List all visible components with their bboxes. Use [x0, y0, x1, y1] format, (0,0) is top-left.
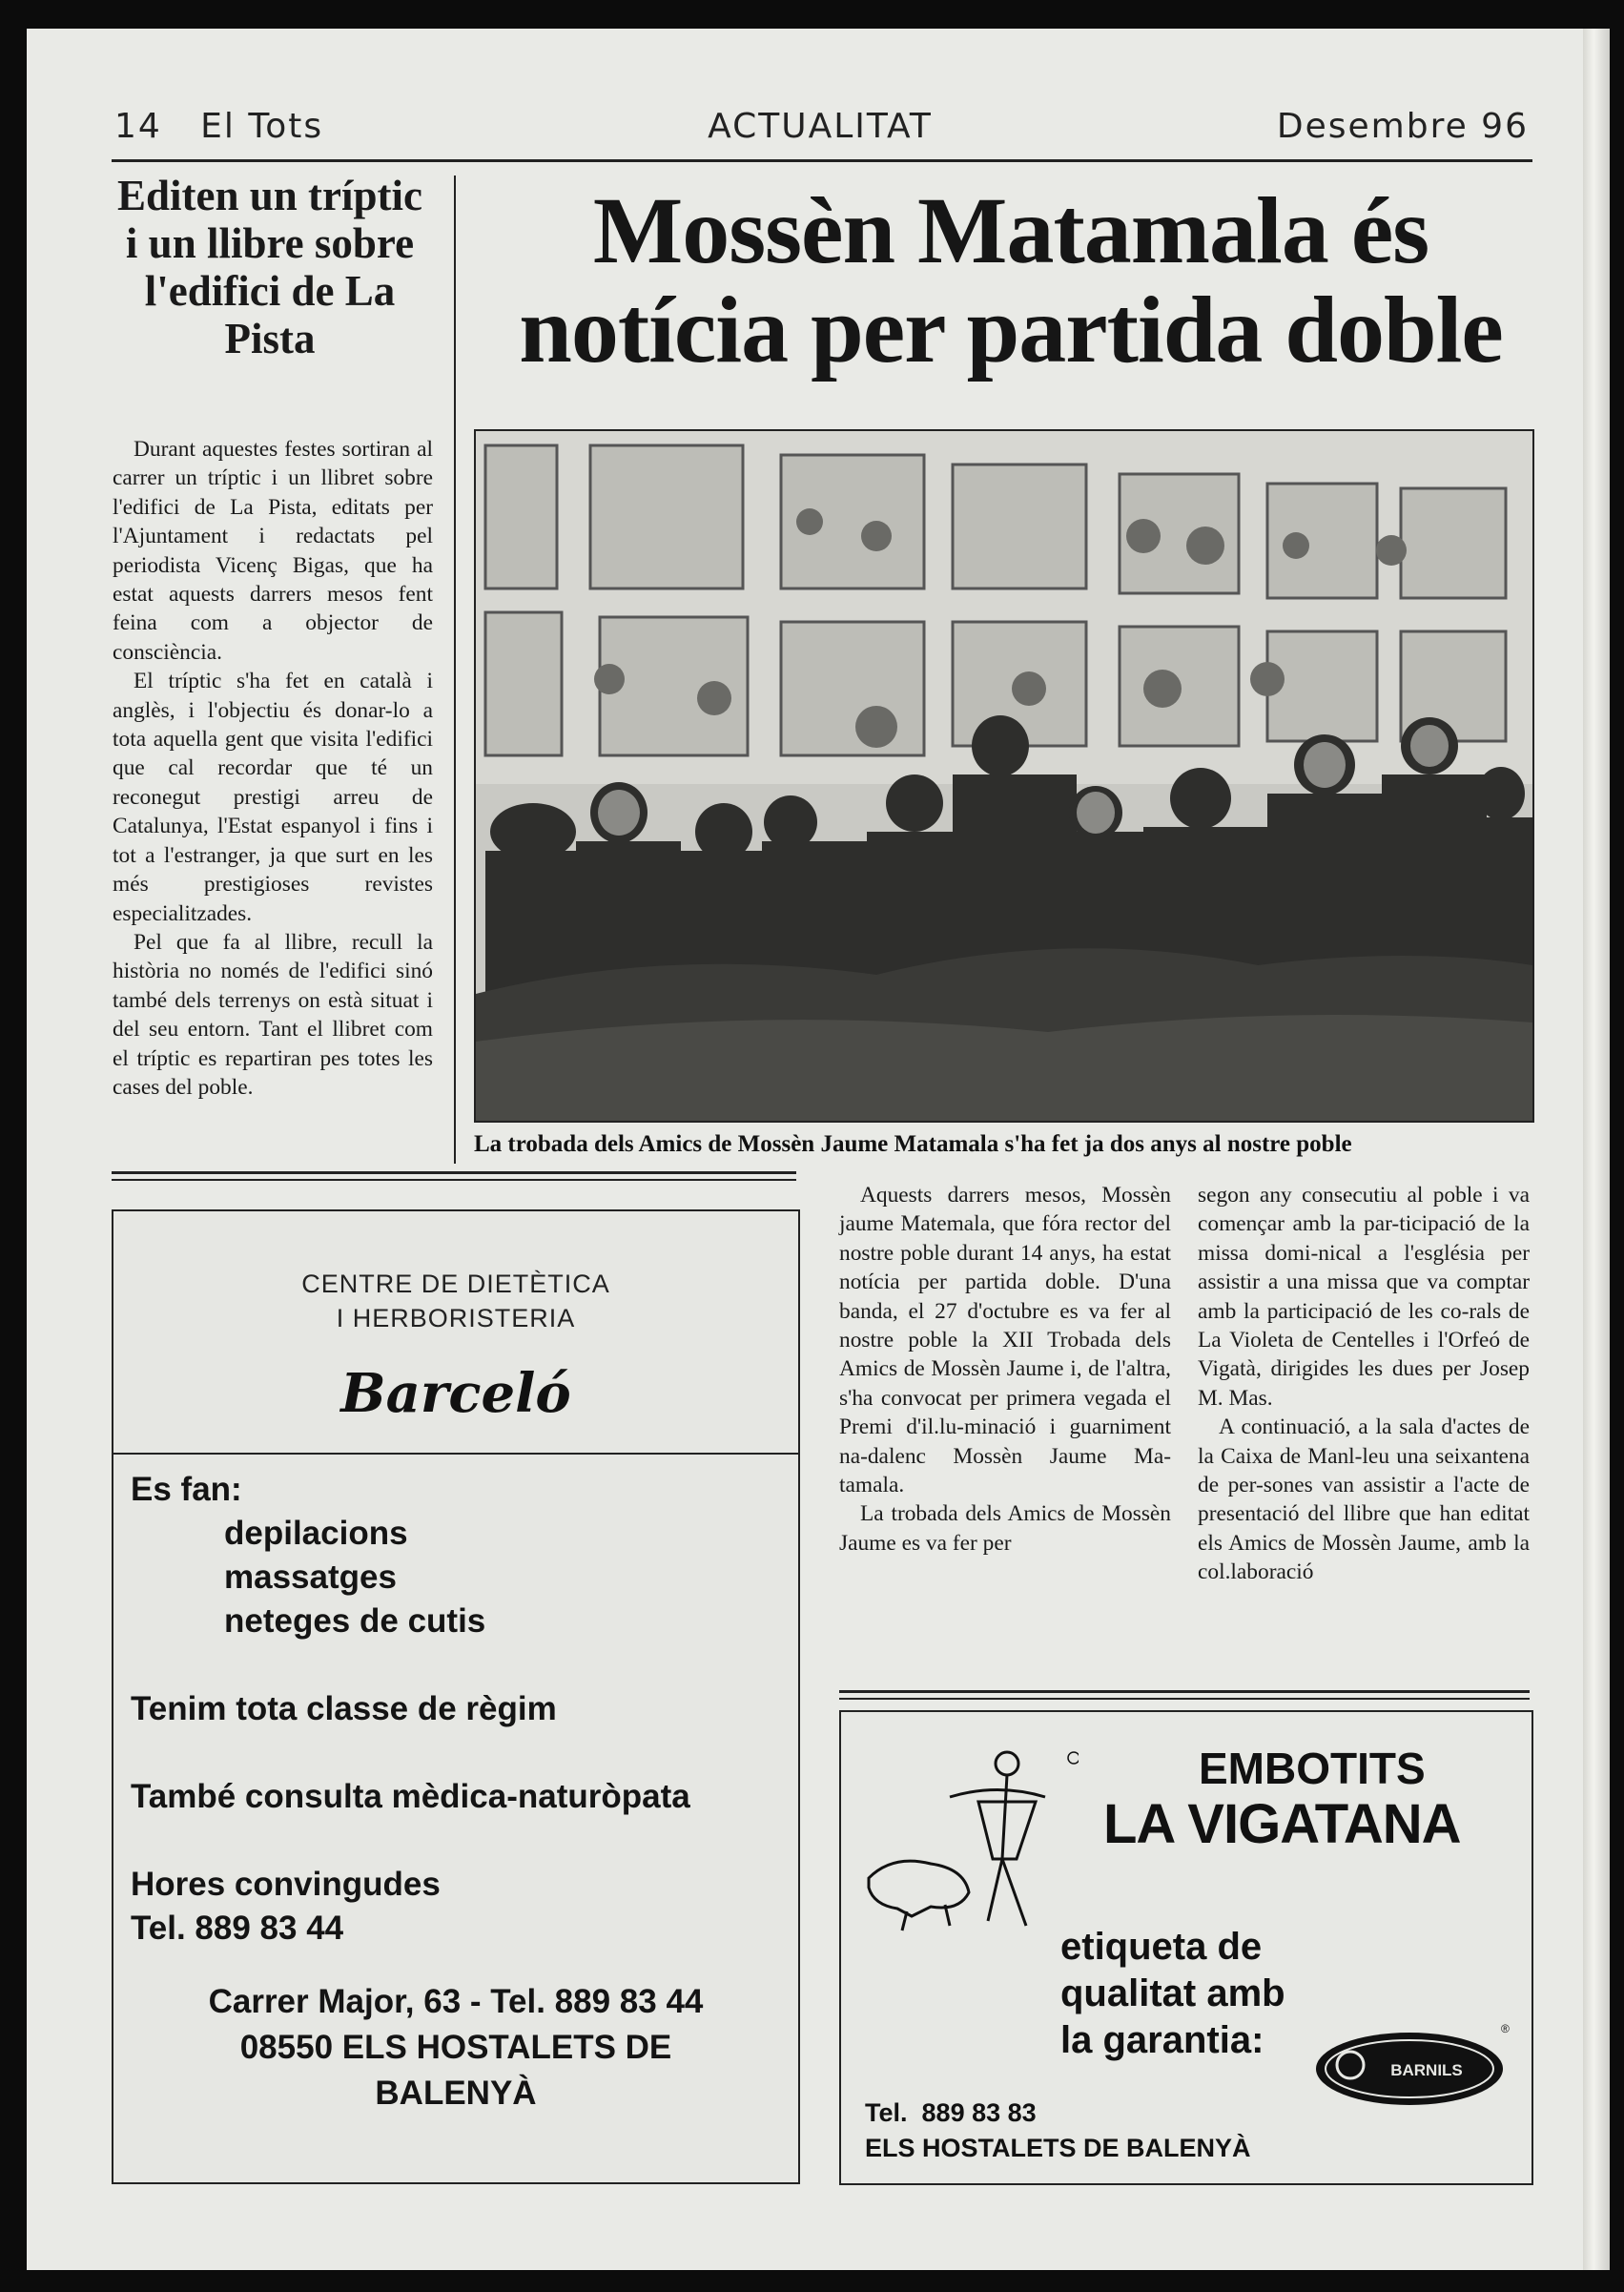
- section-rule-right: [839, 1690, 1530, 1693]
- barcelo-subtitle-line: CENTRE DE DIETÈTICA: [301, 1270, 610, 1298]
- service-item: massatges: [224, 1559, 397, 1596]
- barcelo-ad-header: [113, 1211, 798, 1455]
- page-number: 14: [114, 107, 162, 146]
- vigatana-title-line1: EMBOTITS: [1199, 1744, 1426, 1793]
- tagline-line: la garantia:: [1060, 2019, 1264, 2061]
- barcelo-advertisement: [112, 1209, 800, 2184]
- barcelo-address: [131, 1979, 781, 2116]
- page-header-left: [114, 107, 323, 146]
- barcelo-subtitle-line: I HERBORISTERIA: [336, 1304, 576, 1332]
- article-paragraph: segon any consecutiu al poble i va començar amb la par-ticipació de la missa domi-nical a l'església per assistir a una missa que va comptar amb la participació de les co-rals de La Violeta de Centelles i l'Orfeó de Vigatà, dirigides les dues per Josep M. Mas.: [1198, 1183, 1530, 1411]
- column-divider: [454, 176, 456, 1164]
- sidebar-headline: Editen un tríptic i un llibre sobre l'edifici de La Pista: [116, 172, 423, 362]
- publication-name: El Tots: [200, 107, 324, 146]
- photo-illustration: [476, 431, 1532, 1121]
- article-paragraph: Aquests darrers mesos, Mossèn jaume Matemala, que fóra rector del nostre poble durant 14 anys, ha estat notícia per partida doble. D'una banda, el 27 d'octubre es va fer al nostre poble la XII Trobada dels Amics de Mossèn Jaume i, de l'altra, s'ha convocat per primera vegada el Premi d'il.lu-minació i guarniment na-dalenc Mossèn Jaume Ma-tamala.: [839, 1183, 1171, 1498]
- cemetery-gathering-photo: [474, 429, 1534, 1123]
- tagline-line: qualitat amb: [1060, 1972, 1285, 2014]
- barnils-logo-text: BARNILS: [1390, 2061, 1463, 2079]
- services-heading: Es fan:: [131, 1471, 242, 1508]
- sidebar-paragraph: Pel que fa al llibre, recull la història no només de l'edifici sinó també dels terrenys on està situat i del seu entorn. Tant el llibret com el tríptic es repartiran pes totes les cases del poble.: [113, 929, 433, 1100]
- service-item: neteges de cutis: [224, 1602, 486, 1640]
- service-item: depilacions: [224, 1515, 408, 1552]
- article-column-2: [1198, 1181, 1530, 1587]
- header-rule: [112, 159, 1532, 162]
- la-vigatana-advertisement: [839, 1710, 1533, 2185]
- consulta-line: També consulta mèdica-naturòpata: [131, 1778, 690, 1815]
- page-gutter: [1583, 29, 1610, 2270]
- address-line: 08550 ELS HOSTALETS DE: [239, 2029, 672, 2066]
- sidebar-paragraph: Durant aquestes festes sortiran al carrer un tríptic i un llibret sobre l'edifici de La Pista, editats per l'Ajuntament i redactats pel periodista Vicenç Bigas, que ha estat aquests darrers mesos fent feina com a objector de consciència.: [113, 437, 433, 665]
- article-paragraph: A continuació, a la sala d'actes de la Caixa de Manl-leu una seixantena de per-sones van assistir a l'acte de presentació del llibre que han editat els Amics de Mossèn Jaume, amb la col.laboració: [1198, 1414, 1530, 1585]
- section-rule-left-2: [112, 1179, 796, 1181]
- barcelo-ad-body: [113, 1455, 798, 2130]
- address-line: BALENYÀ: [375, 2075, 537, 2112]
- tagline-line: etiqueta de: [1060, 1926, 1263, 1968]
- sidebar-paragraph: El tríptic s'ha fet en català i anglès, i l'objectiu és donar-lo a tota aquella gent que visita l'edifici que cal recordar que té un reconegut prestigi arreu de Catalunya, l'Estat espanyol i fins i tot a l'estranger, ja que surt en les més prestigioses revistes especialitzades.: [113, 669, 433, 926]
- vigatana-title-line2: LA VIGATANA: [1103, 1793, 1461, 1855]
- article-column-1: [839, 1181, 1171, 1558]
- section-name: ACTUALITAT: [708, 107, 933, 146]
- vigatana-phone: [865, 2096, 1251, 2131]
- issue-date: Desembre 96: [1276, 107, 1529, 146]
- farmer-with-pig-icon: [854, 1745, 1079, 1950]
- photo-caption: La trobada dels Amics de Mossèn Jaume Matamala s'ha fet ja dos anys al nostre poble: [474, 1131, 1352, 1157]
- section-rule-left: [112, 1171, 796, 1174]
- vigatana-tagline: [1060, 1924, 1285, 2064]
- regim-line: Tenim tota classe de règim: [131, 1690, 557, 1727]
- barcelo-brand-logo: Barceló: [340, 1362, 571, 1425]
- hours-line: Hores convingudes: [131, 1866, 441, 1903]
- barnils-logo-icon: [1314, 2019, 1511, 2109]
- vigatana-contact: [865, 2096, 1251, 2166]
- address-line: Carrer Major, 63 - Tel. 889 83 44: [208, 1983, 704, 2020]
- tel-number: 889 83 83: [921, 2098, 1037, 2127]
- tel-label: Tel.: [865, 2098, 908, 2127]
- phone-line: Tel. 889 83 44: [131, 1910, 344, 1947]
- registered-mark: ®: [1501, 2022, 1510, 2035]
- section-rule-right-2: [839, 1698, 1530, 1700]
- vigatana-location: ELS HOSTALETS DE BALENYÀ: [865, 2134, 1251, 2162]
- barcelo-ad-subtitle: [113, 1211, 798, 1335]
- sidebar-article-body: [113, 435, 433, 1102]
- article-paragraph: La trobada dels Amics de Mossèn Jaume es va fer per: [839, 1501, 1171, 1556]
- main-headline: Mossèn Matamala és notícia per partida doble: [519, 177, 1503, 382]
